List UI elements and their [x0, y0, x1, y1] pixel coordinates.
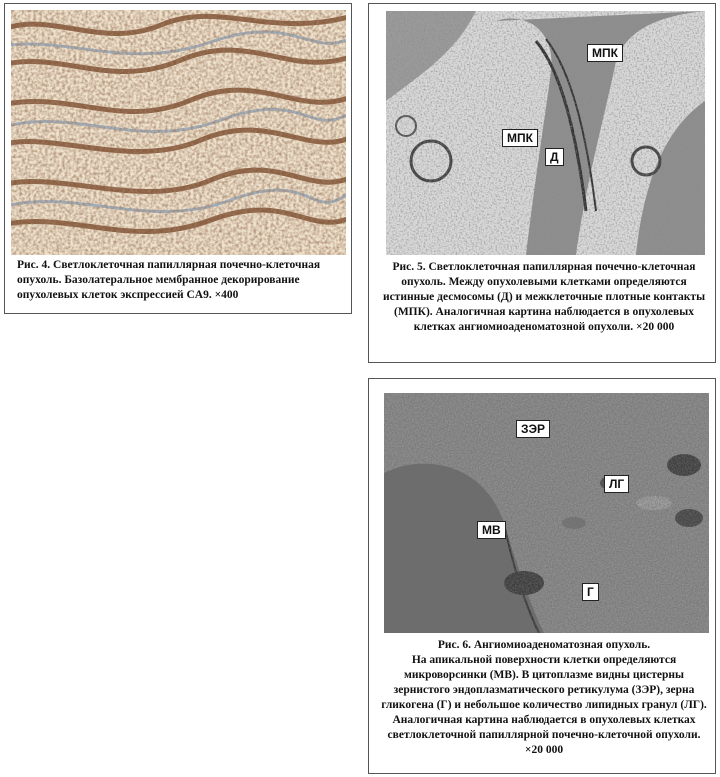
figure-6-label-lg: ЛГ — [604, 475, 629, 493]
figure-5-label-mpk-top: МПК — [587, 44, 623, 62]
figure-5-label-d: Д — [545, 148, 564, 166]
figure-4-caption-lead: Рис. 4. — [17, 259, 51, 271]
figure-6-label-zer: ЗЭР — [516, 420, 550, 438]
figure-4-caption-text: Светлоклеточная папиллярная почечно-клеточная опухоль. Базолатеральное мембранное декорирование опухолевых клеток экспрессией CA9. ×400 — [17, 259, 321, 301]
figure-5-caption-lead: Рис. 5. — [392, 261, 426, 273]
figure-5-label-mpk-left: МПК — [502, 129, 538, 147]
figure-5 — [368, 3, 716, 363]
figure-6-label-mv: МВ — [477, 521, 506, 539]
figure-6-label-g: Г — [582, 583, 599, 601]
figure-6-caption-line1: Рис. 6. Ангиомиоаденоматозная опухоль. — [437, 639, 651, 651]
figure-5-caption-text: Светлоклеточная папиллярная почечно-клеточная опухоль. Между опухолевыми клетками определяются истинные десмосомы (Д) и межклеточные плотные контакты (МПК). Аналогичная картина наблюдается в опухолевых клетках ангиомиоаденоматозной опухоли. ×20 000 — [382, 261, 706, 333]
figure-6-caption-text: На апикальной поверхности клетки определяются микроворсинки (МВ). В цитоплазме видны цистерны зернистого эндоплазматического ретикулума (ЗЭР), зерна гликогена (Г) и небольшое количество липидных гранул (ЛГ). Аналогичная картина наблюдается в опухолевых клетках светлоклеточной папиллярной почечно-клеточной опухоли. ×20 000 — [381, 654, 707, 756]
figure-5-caption — [381, 260, 707, 335]
figure-4-micrograph — [11, 10, 346, 255]
figure-6 — [368, 378, 716, 774]
figure-5-micrograph — [386, 11, 705, 255]
figure-4-caption — [17, 258, 343, 303]
figure-6-caption — [379, 638, 709, 758]
figure-4 — [4, 3, 352, 314]
